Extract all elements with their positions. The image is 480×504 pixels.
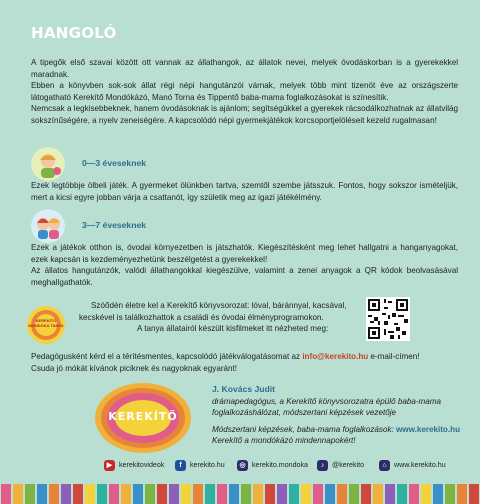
youtube-icon: ▶ — [104, 460, 115, 471]
social-label: kerekito.mondoka — [252, 461, 308, 469]
tanya-logo-text: KEREKÍTŐ MONDÓKA TANYA — [28, 318, 64, 328]
contact-line-2: Csuda jó mókát kívánok piciknek és nagyoknak egyaránt! — [31, 363, 238, 373]
social-website[interactable] — [379, 459, 446, 471]
author-info-prefix: Módszertani képzések, baba-mama foglalkozások: — [212, 425, 396, 434]
page-title: HANGOLÓ — [31, 24, 117, 42]
author-name: J. Kovács Judit — [212, 384, 276, 394]
contact-line-1 — [31, 351, 458, 363]
children-avatar-icon — [31, 209, 65, 243]
section-text-0-3: Ezek legtöbbje ölbeli játék. A gyermeket ölünkben tartva, szemtől szembe játsszuk. Fontos, hogy sokszor ismételjük, mert a kicsi egyre jobban várja a csattanót, így születik meg az igazi játékélmény. — [31, 181, 458, 202]
section-heading-3-7: 3—7 éveseknek — [82, 220, 147, 230]
email-link[interactable]: info@kerekito.hu — [302, 352, 369, 361]
social-label: @kerekito — [332, 461, 365, 469]
social-youtube[interactable] — [104, 459, 164, 471]
qr-code[interactable] — [366, 297, 410, 341]
social-tiktok[interactable] — [317, 459, 364, 471]
author-role-1: drámapedagógus, a Kerekítő könyvsorozatra épülő baba-mama — [212, 397, 442, 406]
intro-paragraph-1: A tipegők első szavai között ott vannak az állathangok, az állatok nevei, melyek óvodáskorban is a gyerekekkel maradnak. — [31, 58, 458, 79]
author-role-2: foglalkozáshálózat, módszertani képzések vezetője — [212, 408, 397, 417]
author-slogan: Kerekítő a mondókázó mindennapokért! — [212, 436, 356, 445]
contact-prefix: Pedagógusként kérd el a térítésmentes, kapcsolódó játékválogatásomat az — [31, 352, 303, 361]
section-heading-0-3: 0—3 éveseknek — [82, 158, 147, 168]
website-link[interactable]: www.kerekito.hu — [396, 425, 461, 434]
social-label: www.kerekito.hu — [394, 461, 446, 469]
tiktok-icon: ♪ — [317, 460, 328, 471]
toddler-avatar-icon — [31, 147, 65, 181]
social-facebook[interactable] — [175, 459, 225, 471]
kerekito-logo-text: KEREKÍTŐ — [108, 410, 178, 423]
decorative-stripe-border — [0, 484, 480, 504]
contact-suffix: e-mail-címen! — [368, 352, 420, 361]
tanya-line-2: kecskével is találkozhattok a családi és óvodai élményprogramokon. — [79, 312, 324, 322]
home-icon: ⌂ — [379, 460, 390, 471]
intro-paragraph-2: Ebben a könyvben sok-sok állat régi népi hangutánzói várnak, melyek több mint tizenöt éve az országszerte látogatható Kerekítő Mondókázó, Manó Torna és Tippentő baba-mama foglalkozásokat is színesítik. — [31, 81, 458, 102]
author-info — [212, 424, 460, 435]
instagram-icon: ◎ — [237, 460, 248, 471]
tanya-line-1: Szóődén életre kel a Kerekítő könyvsorozat: lóval, báránnyal, kacsával, — [91, 301, 347, 310]
section-text-3-7-a: Ezek a játékok otthon is, óvodai környezetben is játszhatók. Kiegészítésként meg lehet hallgatni a hanganyagokat, ezek kapcsán is kezdeményezhetünk beszélgetést a gyerekekkel! — [31, 243, 458, 264]
facebook-icon: f — [175, 460, 186, 471]
intro-paragraph-3: Nemcsak a legkisebbeknek, hanem óvodásoknak is ajánlom; segítségükkel a gyerekek rácsodálkozhatnak az állatvilág sokszínűségére, a nyelv zeneiségére. A kapcsolódó népi gyermekjátékok korcsoportjelöléseit kezeld rugalmasan! — [31, 104, 458, 125]
social-label: kerekito.hu — [190, 461, 225, 469]
social-instagram[interactable] — [237, 459, 308, 471]
social-label: kerekitovideok — [119, 461, 165, 469]
tanya-line-3: A tanya állatairól készült kisfilmeket itt nézheted meg: — [137, 324, 329, 333]
section-text-3-7-b: Az állatos hangutánzók, valódi állathangokkal kiegészülve, valamint a zenei anyagok a QR kódok beolvasásával meghallgathatók. — [31, 266, 458, 287]
